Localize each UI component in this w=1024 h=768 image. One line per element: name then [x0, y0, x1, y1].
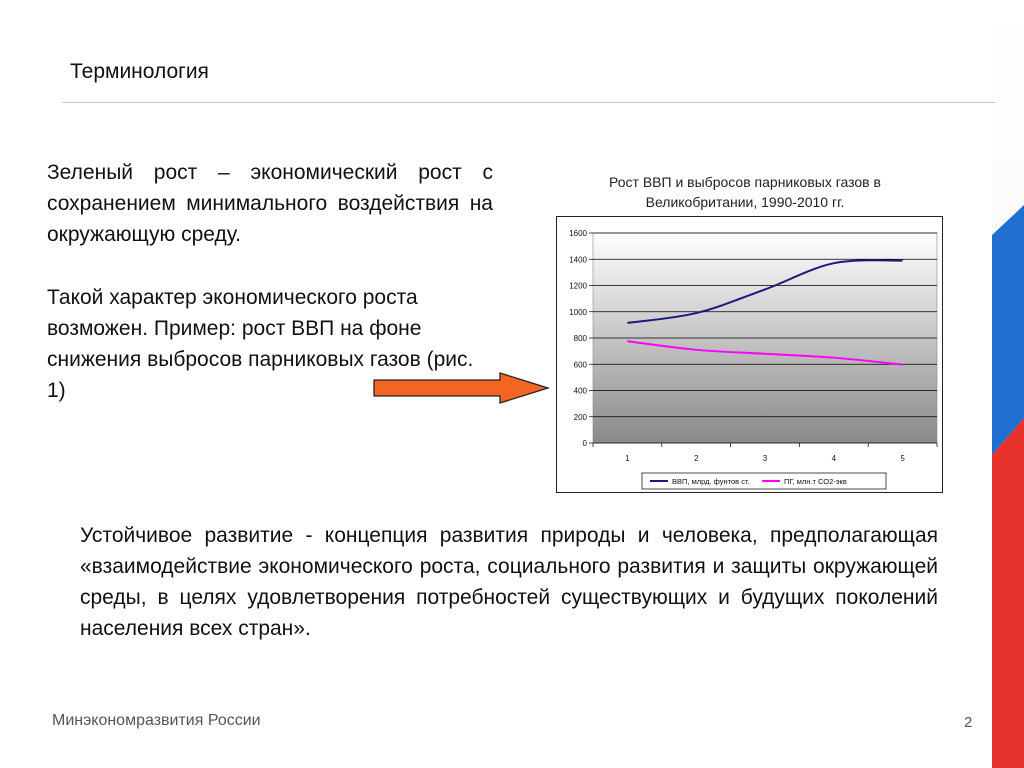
y-tick-label: 600 [573, 360, 587, 370]
y-tick-label: 1600 [569, 229, 587, 238]
sustainable-development-paragraph: Устойчивое развитие - концепция развития природы и человека, предполагающая «взаимодействие экономического роста, социального развития и защиты окружающей среды, в целях удовлетворения потребностей существующих и будущих поколений населения всех стран». [80, 524, 938, 640]
definition-paragraph: Зеленый рост – экономический рост с сохранением минимального воздействия на окружающую среду. [47, 161, 493, 246]
x-tick-label: 1 [625, 454, 630, 463]
chart [556, 216, 943, 493]
x-tick-label: 4 [831, 454, 837, 463]
right-arrow-icon [372, 372, 552, 409]
flag-blue-band [992, 205, 1024, 455]
y-tick-label: 200 [573, 412, 587, 422]
x-tick-label: 2 [693, 454, 699, 463]
flag-red-band [992, 418, 1024, 768]
page-title: Терминология [70, 60, 209, 83]
flag-decoration [992, 0, 1024, 768]
y-tick-label: 1400 [569, 255, 587, 265]
legend [642, 473, 886, 489]
page-number: 2 [964, 714, 973, 731]
footer-organization: Минэкономразвития России [52, 712, 261, 729]
y-tick-label: 800 [573, 334, 587, 343]
x-tick-label: 5 [900, 454, 905, 463]
title-divider [62, 102, 996, 103]
chart-svg [556, 216, 943, 493]
x-tick-label: 3 [762, 454, 768, 463]
y-tick-label: 1000 [569, 307, 587, 317]
y-tick-label: 1200 [569, 281, 587, 291]
y-tick-label: 0 [582, 439, 587, 448]
example-paragraph: Такой характер экономического роста возможен. Пример: рост ВВП на фоне снижения выбросов парниковых газов (рис. 1) [47, 286, 474, 402]
y-tick-label: 400 [573, 386, 587, 396]
chart-title: Рост ВВП и выбросов парниковых газов в Великобритании, 1990-2010 гг. [609, 174, 881, 210]
legend-label: ВВП, млрд. фунтов ст. [672, 477, 750, 486]
legend-label: ПГ, млн.т СО2-экв [784, 477, 847, 486]
